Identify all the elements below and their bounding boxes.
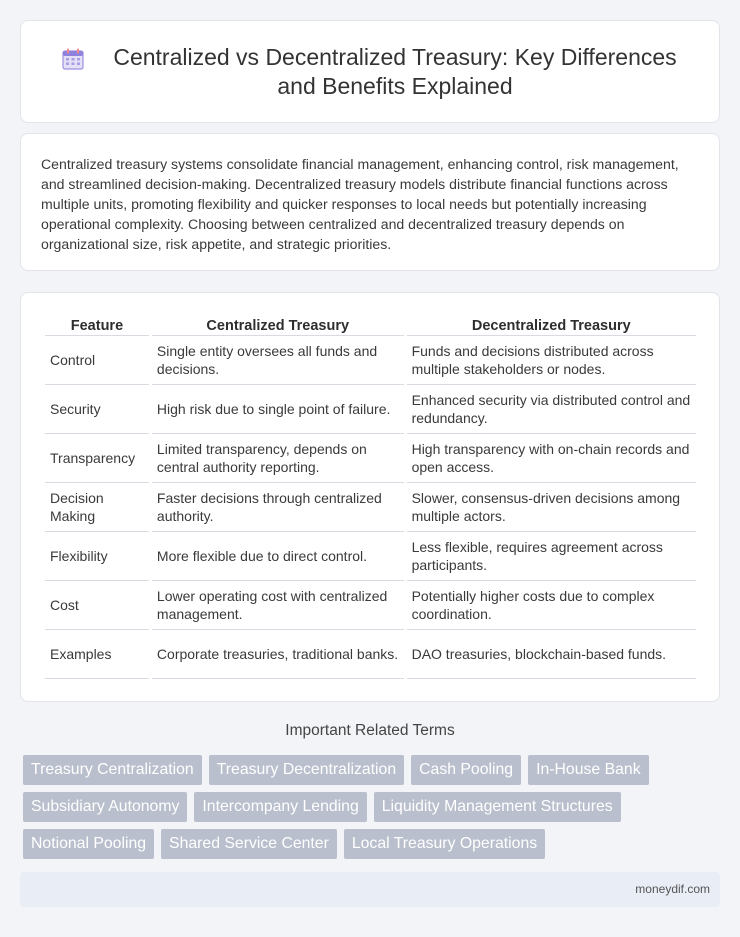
centralized-cell: Corporate treasuries, traditional banks. [152, 630, 404, 679]
comparison-card [20, 292, 720, 702]
centralized-cell: High risk due to single point of failure. [152, 385, 404, 434]
related-term-tag[interactable]: Intercompany Lending [194, 792, 366, 822]
intro-paragraph: Centralized treasury systems consolidate financial management, enhancing control, risk management, and streamlined decision-making. Decentralized treasury models distribute financial functions across multiple units, promoting flexibility and quicker responses to local needs but potentially increasing operational complexity. Choosing between centralized and decentralized treasury depends on organizational size, risk appetite, and strategic priorities. [41, 156, 679, 252]
related-terms-heading: Important Related Terms [285, 722, 455, 739]
table-row [45, 581, 696, 630]
related-term-tag[interactable]: Notional Pooling [23, 829, 154, 859]
related-term-tag[interactable]: Subsidiary Autonomy [23, 792, 187, 822]
table-row [45, 630, 696, 679]
feature-cell: Security [45, 385, 149, 434]
decentralized-cell: Funds and decisions distributed across multiple stakeholders or nodes. [407, 336, 696, 385]
feature-cell: Control [45, 336, 149, 385]
feature-cell: Transparency [45, 434, 149, 483]
related-term-tag[interactable]: In-House Bank [528, 755, 649, 785]
page-title: Centralized vs Decentralized Treasury: Key Differences and Benefits Explained [113, 44, 677, 99]
decentralized-cell: DAO treasuries, blockchain-based funds. [407, 630, 696, 679]
header-decentralized: Decentralized Treasury [407, 316, 696, 336]
decentralized-cell: Slower, consensus-driven decisions among multiple actors. [407, 483, 696, 532]
tag-row [23, 755, 713, 785]
centralized-cell: More flexible due to direct control. [152, 532, 404, 581]
related-term-tag[interactable]: Treasury Decentralization [209, 755, 404, 785]
centralized-cell: Faster decisions through centralized authority. [152, 483, 404, 532]
feature-cell: Decision Making [45, 483, 149, 532]
table-row [45, 434, 696, 483]
centralized-cell: Limited transparency, depends on central authority reporting. [152, 434, 404, 483]
tag-row [23, 792, 713, 822]
feature-cell: Cost [45, 581, 149, 630]
centralized-cell: Lower operating cost with centralized management. [152, 581, 404, 630]
related-term-tag[interactable]: Shared Service Center [161, 829, 337, 859]
comparison-table [42, 316, 699, 679]
site-name[interactable]: moneydif.com [635, 882, 710, 896]
feature-cell: Examples [45, 630, 149, 679]
related-term-tag[interactable]: Treasury Centralization [23, 755, 202, 785]
decentralized-cell: Less flexible, requires agreement across participants. [407, 532, 696, 581]
decentralized-cell: High transparency with on-chain records and open access. [407, 434, 696, 483]
header-feature: Feature [45, 316, 149, 336]
intro-card [20, 133, 720, 271]
header-centralized: Centralized Treasury [152, 316, 404, 336]
table-row [45, 532, 696, 581]
related-term-tag[interactable]: Cash Pooling [411, 755, 521, 785]
table-row [45, 483, 696, 532]
footer [20, 872, 720, 907]
feature-cell: Flexibility [45, 532, 149, 581]
tag-row [23, 829, 713, 859]
table-row [45, 385, 696, 434]
decentralized-cell: Potentially higher costs due to complex coordination. [407, 581, 696, 630]
table-row [45, 336, 696, 385]
related-term-tag[interactable]: Liquidity Management Structures [374, 792, 621, 822]
related-term-tag[interactable]: Local Treasury Operations [344, 829, 545, 859]
related-terms-list [23, 755, 713, 866]
title-card [20, 20, 720, 123]
centralized-cell: Single entity oversees all funds and decisions. [152, 336, 404, 385]
table-header-row [45, 316, 696, 336]
decentralized-cell: Enhanced security via distributed control and redundancy. [407, 385, 696, 434]
